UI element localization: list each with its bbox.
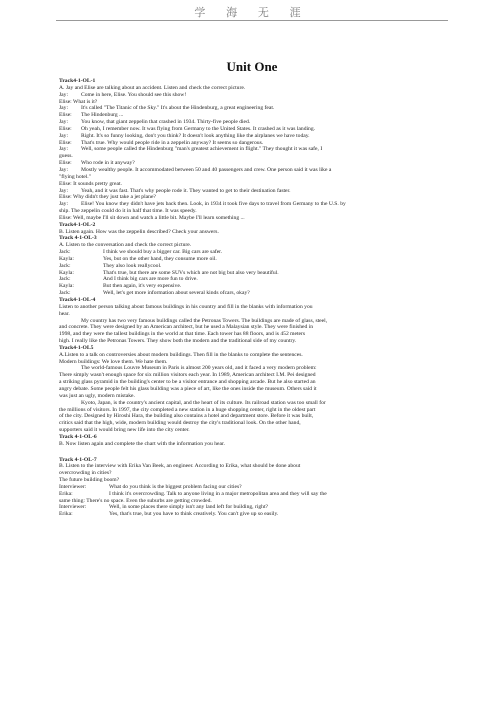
- utterance-text: Well, let's get more information about several kinds ofcars, okay?: [103, 290, 250, 297]
- speaker-label: Kayla:: [59, 255, 74, 262]
- dialogue-3: [59, 249, 459, 297]
- page-title: Unit One: [226, 59, 278, 74]
- instruction-2: B. Listen again. How was the zeppelin described? Check your answers.: [59, 228, 219, 235]
- speaker-label: Erika:: [59, 490, 73, 497]
- dialogue-line: [59, 283, 459, 290]
- track-heading-1: Track4-1-OL-1: [59, 78, 96, 84]
- speaker-label: Jack:: [59, 249, 71, 256]
- dialogue-line: [59, 215, 459, 222]
- dialogue-line: [59, 160, 459, 167]
- speaker-label: Interviewer:: [59, 504, 87, 511]
- utterance-text: Elise: It sounds pretty great.: [59, 180, 122, 187]
- speaker-label: Jay:: [59, 187, 69, 194]
- utterance-text: That's true, but there are some SUVs which are not big but also very beautiful.: [103, 269, 279, 276]
- dialogue-line: [59, 133, 459, 140]
- utterance-text: That's true. Why would people ride in a zeppelin anyway? It seems so dangerous.: [81, 139, 264, 146]
- utterance-text: Who rode in it anyway?: [81, 160, 135, 167]
- text-line: My country has two very famous buildings called the Petronas Towers. The buildings are made of glass, steel,: [81, 317, 328, 324]
- instruction-7-cont: overcrowding in cities?: [59, 470, 112, 477]
- speaker-label: Jay:: [59, 132, 69, 139]
- track-heading-4: Track4-1-OL-4: [59, 297, 96, 303]
- utterance-text: The Hindenburg ...: [81, 112, 124, 119]
- dialogue-line: [59, 491, 459, 498]
- dialogue-line: [59, 498, 459, 505]
- dialogue-line: [59, 119, 459, 126]
- track-heading-5: Track4-1-OL5: [59, 344, 94, 351]
- utterance-text: They also look reallycool.: [103, 262, 162, 269]
- dialogue-line: [59, 99, 459, 106]
- speaker-label: Kayla:: [59, 283, 74, 290]
- text-line: Kyoto, Japan, is the country's ancient capital, and the heart of its culture. Its railroad station was too small for: [81, 399, 326, 406]
- instruction-1: A. Jay and Elise are talking about an accident. Listen and check the correct picture.: [59, 84, 246, 91]
- speaker-label: Elise:: [59, 160, 72, 167]
- utterance-text: I think we should buy a bigger car. Big cars are safer.: [103, 249, 223, 256]
- text-line: angry debate. Some people felt his glass building was a piece of art, like the ones inside the museum. Others said it: [59, 385, 317, 392]
- dialogue-1: [59, 92, 459, 222]
- utterance-text: It's called "The Titanic of the Sky." It's about the Hindenburg, a great engineering feat.: [81, 105, 275, 112]
- dialogue-line: [59, 92, 459, 99]
- header-rule: [56, 20, 448, 21]
- text-line: The world-famous Louvre Museum in Paris is almost 200 years old, and it faced a very modern problem:: [81, 365, 317, 372]
- document-body: [59, 78, 459, 518]
- utterance-text: And I think big cars are more fun to drive.: [103, 276, 198, 283]
- dialogue-line: [59, 167, 459, 174]
- dialogue-line: [59, 194, 459, 201]
- subheading-7: The future building boom?: [59, 477, 120, 484]
- text-line: critics said that the high, wide, modern building would destroy the city's traditional look. On the other hand,: [59, 420, 301, 427]
- utterance-text: ship. The zeppelin could do it in half that time. It was speedy.: [59, 208, 197, 215]
- track-heading-7: Track 4-1-OL-7: [59, 456, 97, 463]
- speaker-label: Jack:: [59, 290, 71, 297]
- utterance-text: same thing: There's no space. Even the suburbs are getting crowded.: [59, 497, 212, 504]
- track-heading-6: Track 4-1-OL-6: [59, 433, 97, 440]
- text-line: Listen to another person talking about famous buildings in his country and fill in the blanks with information you: [59, 303, 313, 310]
- utterance-text: Elise: Well, maybe I'll sit down and watch a little bit. Maybe I'll learn something ...: [59, 214, 245, 221]
- speaker-label: Jack:: [59, 276, 71, 283]
- text-line: of the city. Designed by Hiroshi Hara, the building also contains a hotel and department store. Before it was built,: [59, 413, 314, 420]
- dialogue-line: [59, 201, 459, 208]
- dialogue-line: [59, 290, 459, 297]
- utterance-text: guess.: [59, 153, 73, 160]
- dialogue-line: [59, 256, 459, 263]
- instruction-5: [59, 352, 459, 366]
- speaker-label: Elise:: [59, 139, 72, 146]
- track-heading-3: Track 4-1-OL-3: [59, 235, 97, 242]
- paragraph-5b: [59, 400, 459, 434]
- text-line: A.Listen to a talk on controversies about modern buildings. Then fill in the blanks to complete the sentences.: [59, 351, 303, 358]
- text-line: the millions of visitors. In 1997, the city completed a new station in a huge shopping center, right in the oldest part: [59, 406, 316, 413]
- utterance-text: Well, in some places there simply isn't any land left for building, right?: [109, 504, 269, 511]
- dialogue-line: [59, 140, 459, 147]
- dialogue-line: [59, 263, 459, 270]
- utterance-text: I think it's overcrowding. Talk to anyone living in a major metropolitan area and they will say the: [109, 490, 327, 497]
- dialogue-7: [59, 484, 459, 518]
- dialogue-line: [59, 146, 459, 153]
- utterance-text: Yes, but on the other hand, they consume more oil.: [103, 255, 217, 262]
- dialogue-line: [59, 276, 459, 283]
- dialogue-line: [59, 188, 459, 195]
- speaker-label: Jay:: [59, 146, 69, 153]
- text-line: supporters said it would bring new life into the city center.: [59, 427, 190, 434]
- speaker-label: Interviewer:: [59, 483, 87, 490]
- utterance-text: "flying hotel.": [59, 173, 91, 180]
- speaker-label: Elise:: [59, 112, 72, 119]
- speaker-label: Jay:: [59, 105, 69, 112]
- dialogue-line: [59, 208, 459, 215]
- text-line: hear.: [59, 310, 70, 317]
- dialogue-line: [59, 153, 459, 160]
- dialogue-line: [59, 270, 459, 277]
- dialogue-line: [59, 511, 459, 518]
- speaker-label: Erika:: [59, 511, 73, 518]
- dialogue-line: [59, 174, 459, 181]
- utterance-text: Elise: What is it?: [59, 98, 98, 105]
- text-line: and concrete. They were designed by an American architect, but he used a Malaysian style. They were finished in: [59, 324, 314, 331]
- speaker-label: Jay:: [59, 119, 69, 126]
- utterance-text: Elise! You know they didn't have jets back then. Look, in 1934 it took five days to travel from Germany to the U.S. by: [81, 201, 346, 208]
- utterance-text: You know, that giant zeppelin that crashed in 1934. Thirty-five people died.: [81, 119, 251, 126]
- paragraph-5a: [59, 365, 459, 399]
- dialogue-line: [59, 126, 459, 133]
- paragraph-4: [59, 318, 459, 345]
- utterance-text: Elise: Why didn't they just take a jet plane?: [59, 194, 156, 201]
- text-line: was just an ugly, modern mistake.: [59, 392, 135, 399]
- dialogue-line: [59, 484, 459, 491]
- instruction-7: B. Listen to the interview with Erika Van Beek, an engineer. According to Erika, what should be done about: [59, 463, 301, 470]
- utterance-text: Oh yeah, I remember now. It was flying from Germany to the United States. It crashed as it was landing.: [81, 125, 316, 132]
- text-line: Modern buildings: We love them. We hate them.: [59, 358, 168, 365]
- speaker-label: Jack:: [59, 262, 71, 269]
- instruction-3: A. Listen to the conversation and check the correct picture.: [59, 242, 192, 249]
- utterance-text: But then again, it's very expensive.: [103, 283, 182, 290]
- utterance-text: What do you think is the biggest problem facing our cities?: [109, 483, 242, 490]
- utterance-text: Yeah, and it was fast. That's why people rode it. They wanted to get to their destination faster.: [81, 187, 291, 194]
- utterance-text: Well, some people called the Hindenburg "man's greatest achievement in flight." They thought it was safe, I: [81, 146, 323, 153]
- text-line: 1998, and they were the tallest buildings in the world at that time. Each tower has 88 floors, and is 452 meters: [59, 331, 306, 338]
- utterance-text: Right. It's so funny looking, don't you think? It doesn't look anything like the airplanes we have today.: [81, 132, 310, 139]
- speaker-label: Jay:: [59, 201, 69, 208]
- utterance-text: Come in here, Elise. You should see this show!: [81, 91, 187, 98]
- dialogue-line: [59, 249, 459, 256]
- speaker-label: Jay:: [59, 91, 69, 98]
- page-header: 学 海 无 涯: [194, 7, 310, 19]
- text-line: There simply wasn't enough space for six million visitors each year. In 1989, American architect I.M. Pei designed: [59, 372, 316, 379]
- speaker-label: Elise:: [59, 125, 72, 132]
- dialogue-line: [59, 181, 459, 188]
- dialogue-line: [59, 112, 459, 119]
- text-line: a striking glass pyramid in the building's center to be a visitor entrance and shopping arcade. But he also started an: [59, 379, 316, 386]
- instruction-4: [59, 304, 459, 318]
- instruction-6: B. Now listen again and complete the chart with the information you hear.: [59, 440, 225, 447]
- utterance-text: Yes, that's true, but you have to think creatively. You can't give up so easily.: [109, 511, 279, 518]
- dialogue-line: [59, 504, 459, 511]
- text-line: high. I really like the Petronas Towers. They show both the modern and the traditional side of my country.: [59, 338, 297, 345]
- utterance-text: Mostly wealthy people. It accommodated between 50 and 40 passengers and crew. One person said it was like a: [81, 166, 332, 173]
- track-heading-2: Track4-1-OL-2: [59, 221, 96, 228]
- speaker-label: Kayla:: [59, 269, 74, 276]
- dialogue-line: [59, 105, 459, 112]
- speaker-label: Jay:: [59, 166, 69, 173]
